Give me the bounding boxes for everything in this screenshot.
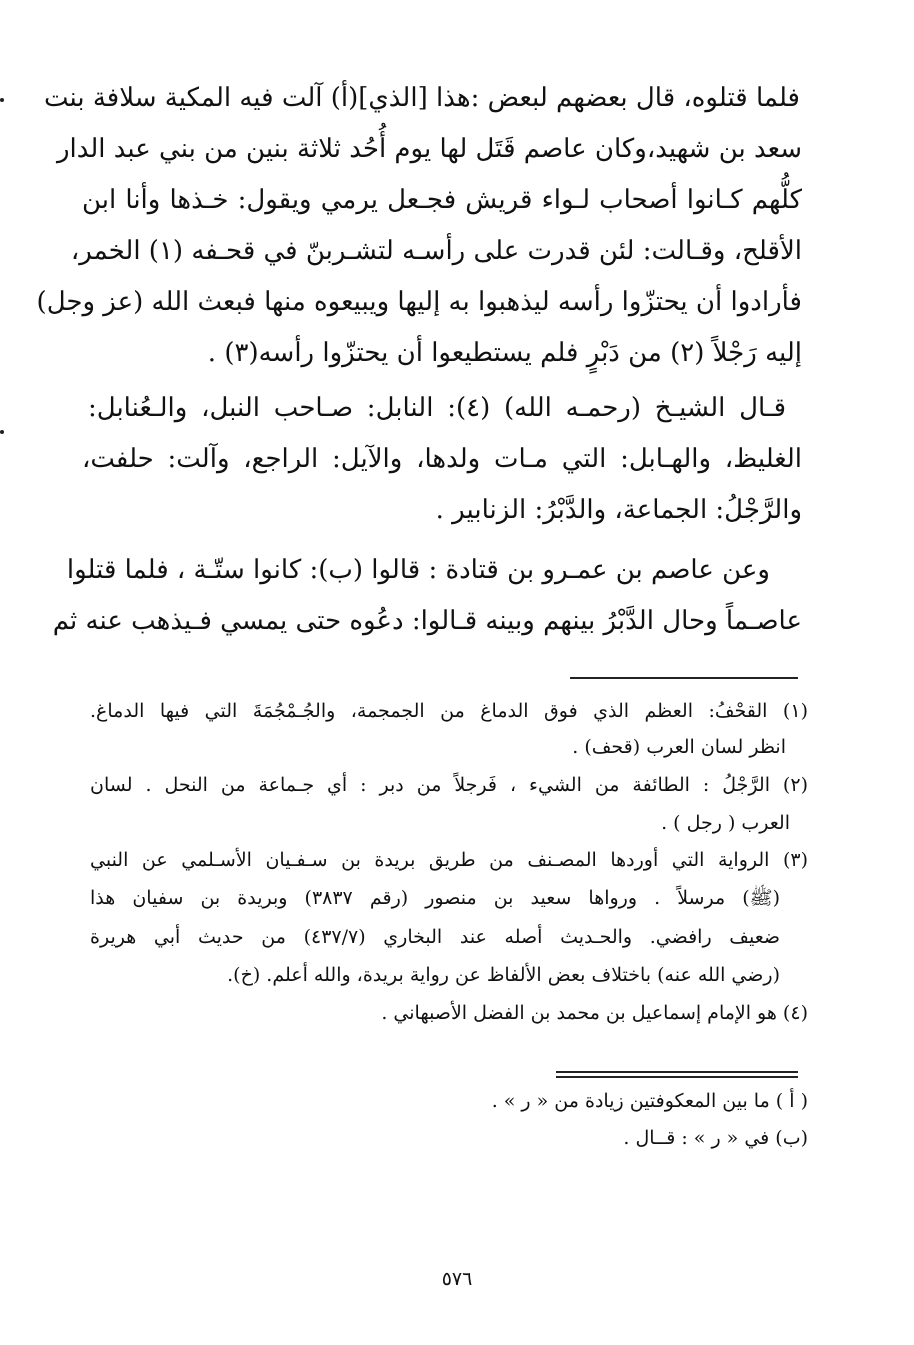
footnote-3-continued: ضعيف رافضي. والحـديث أصله عند البخاري (٤٣٧/٧) من حديث أبي هريرة	[90, 926, 780, 948]
paragraph-line: عاصـماً وحال الدَّبْرُ بينهم وبينه قـالوا: دعُوه حتى يمسي فـيذهب عنه ثم	[52, 606, 802, 636]
paragraph-line: إليه رَجْلاً (٢) من دَبْرٍ فلم يستطيعوا أن يحتزّوا رأسه(٣) .	[207, 338, 802, 368]
footnote-1-continued: انظر لسان العرب (قحف) .	[572, 736, 786, 758]
footnote-2: (٢) الرَّجْلُ : الطائفة من الشيء ، فَرجلاً من دبر : أي جـماعة من النحل . لسان	[90, 774, 808, 796]
paragraph-line: الأقلح، وقـالت: لئن قدرت على رأسـه لتشـربنّ في قحـفه (١) الخمر،	[70, 236, 802, 266]
paragraph-line: فأرادوا أن يحتزّوا رأسه ليذهبوا به إليها ويبيعوه منها فبعث الله (عز وجل)	[36, 287, 802, 317]
paragraph-line: والرَّجْلُ: الجماعة، والدَّبْرُ: الزنابير .	[435, 495, 802, 525]
footnote-3-continued: (ﷺ) مرسلاً . ورواها سعيد بن منصور (رقم ٣٨٣٧) وبريدة بن سفيان هذا	[90, 887, 781, 909]
paragraph-line: قـال الشيـخ (رحمـه الله) (٤): النابل: صـاحب النبل، والـعُنابل:	[88, 393, 787, 423]
editorial-note-b: (ب) في « ر » : قــال .	[623, 1127, 808, 1149]
double-separator-top	[556, 1071, 798, 1073]
page-number: ٥٧٦	[441, 1268, 473, 1290]
paragraph-line: كلُّهم كـانوا أصحاب لـواء قريش فجـعل يرمي ويقول: خـذها وأنا ابن	[82, 185, 802, 215]
footnote-4: (٤) هو الإمام إسماعيل بن محمد بن الفضل الأصبهاني .	[381, 1002, 808, 1024]
footnote-1: (١) القحْفُ: العظم الذي فوق الدماغ من الجمجمة، والجُـمْجُمَةَ التي فيها الدماغ.	[90, 700, 808, 722]
editorial-note-a: ( أ ) ما بين المعكوفتين زيادة من « ر » .	[491, 1090, 808, 1112]
double-separator-bottom	[556, 1076, 798, 1078]
margin-mark	[0, 98, 4, 102]
footnote-3-continued: (رضي الله عنه) باختلاف بعض الألفاظ عن رواية بريدة، والله أعلم. (خ).	[227, 964, 780, 986]
footnote-2-continued: العرب ( رجل ) .	[661, 812, 790, 834]
footnote-3: (٣) الرواية التي أوردها المصـنف من طريق بريدة بن سـفـيان الأسـلمي عن النبي	[90, 849, 808, 871]
paragraph-line: سعد بن شهيد،وكان عاصم قَتَل لها يوم أُحُد ثلاثة بنين من بني عبد الدار	[56, 134, 802, 164]
paragraph-line: وعن عاصم بن عمـرو بن قتادة : قالوا (ب): كانوا ستّـة ، فلما قتلوا	[66, 555, 770, 585]
margin-mark	[0, 430, 4, 434]
footnote-separator	[570, 677, 798, 679]
paragraph-line: الغليظ، والهـابل: التي مـات ولدها، والآيل: الراجع، وآلت: حلفت،	[82, 444, 802, 474]
paragraph-line: فلما قتلوه، قال بعضهم لبعض :هذا [الذي](أ) آلت فيه المكية سلافة بنت	[43, 83, 800, 113]
